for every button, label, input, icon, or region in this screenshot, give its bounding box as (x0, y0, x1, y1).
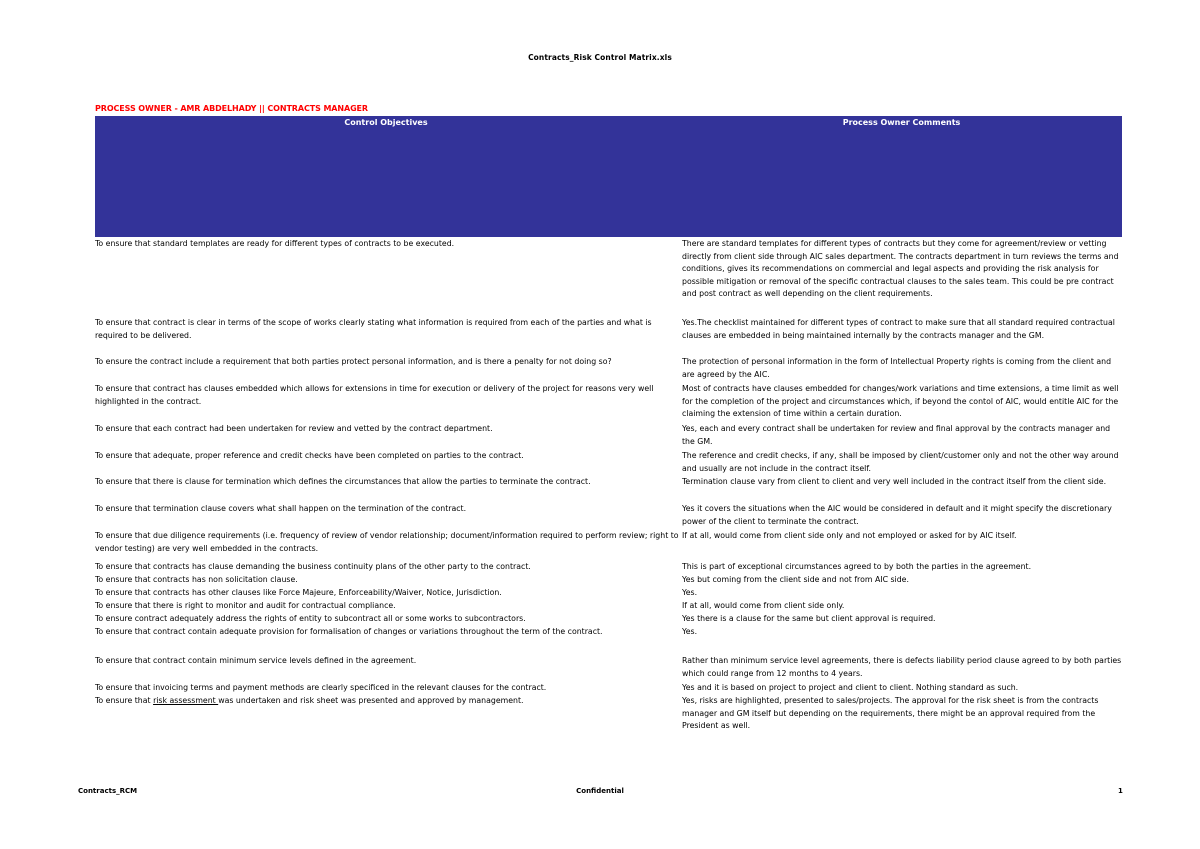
control-objective: To ensure that each contract had been undertaken for review and vetted by the contract department. (95, 424, 493, 433)
objective-prefix: To ensure that (95, 696, 154, 705)
control-objective: To ensure that contract contain minimum service levels defined in the agreement. (95, 656, 417, 665)
owner-comment: This is part of exceptional circumstances agreed to by both the parties in the agreement. (682, 562, 1032, 571)
owner-comment: Yes. (682, 588, 698, 597)
footer-classification: Confidential (576, 787, 624, 795)
document-title: Contracts_Risk Control Matrix.xls (528, 53, 672, 62)
owner-comment: The protection of personal information in the form of Intellectual Property rights is coming from the client and are agreed by the AIC. (682, 357, 1112, 379)
owner-comment: Yes and it is based on project to project and client to client. Nothing standard as such. (682, 683, 1019, 692)
control-objective: To ensure that invoicing terms and payment methods are clearly specificed in the relevant clauses for the contract. (95, 683, 547, 692)
risk-assessment-link[interactable]: risk assessment (153, 696, 219, 705)
control-objective: To ensure that contracts has other clauses like Force Majeure, Enforceability/Waiver, Notice, Jurisdiction. (95, 588, 502, 597)
control-objective: To ensure that there is clause for termination which defines the circumstances that allow the parties to terminate the contract. (95, 477, 591, 486)
owner-comment: Yes there is a clause for the same but client approval is required. (682, 614, 936, 623)
owner-comment: Yes.The checklist maintained for different types of contract to make sure that all standard required contractual clauses are embedded in being maintained internally by the contracts manager and the GM. (682, 318, 1115, 340)
process-owner-label: PROCESS OWNER - AMR ABDELHADY || CONTRACTS MANAGER (95, 104, 368, 113)
owner-comment: If at all, would come from client side only. (682, 601, 845, 610)
owner-comment: Yes, risks are highlighted, presented to sales/projects. The approval for the risk sheet is from the contracts manager and GM itself but depending on the requirements, there might be an approval required from the President as well. (682, 696, 1099, 730)
owner-comment: There are standard templates for different types of contracts but they come for agreement/review or vetting directly from client side through AIC sales department. The contracts department in turn reviews the terms and conditions, gives its recommendations on commercial and legal aspects and providing the risk analysis for possible mitigation or removal of the specific contractual clauses to the sales team. This could be pre contract and post contract as well depending on the client requirements. (682, 239, 1119, 298)
control-objective: To ensure that standard templates are ready for different types of contracts to be executed. (95, 239, 455, 248)
control-objective: To ensure that there is right to monitor and audit for contractual compliance. (95, 601, 396, 610)
owner-comment: Yes it covers the situations when the AIC would be considered in default and it might specify the discretionary power of the client to terminate the contract. (682, 504, 1112, 526)
owner-comment: If at all, would come from client side only and not employed or asked for by AIC itself. (682, 531, 1017, 540)
control-objective: To ensure that contracts has clause demanding the business continuity plans of the other party to the contract. (95, 562, 531, 571)
owner-comment: Yes but coming from the client side and not from AIC side. (682, 575, 909, 584)
header-control-objectives: Control Objectives (344, 118, 428, 127)
footer-sheet-name: Contracts_RCM (78, 787, 138, 795)
control-objective: To ensure that contracts has non solicitation clause. (95, 575, 298, 584)
control-objective: To ensure that contract contain adequate provision for formalisation of changes or variations throughout the term of the contract. (95, 627, 603, 636)
control-objective: To ensure that due diligence requirements (i.e. frequency of review of vendor relationship; document/information required to perform review; right to vendor testing) are very well embedded in the contracts. (95, 531, 679, 553)
header-process-owner-comments: Process Owner Comments (842, 118, 961, 127)
footer-page-number: 1 (1118, 787, 1123, 795)
control-objective (95, 695, 680, 708)
control-objective: To ensure that contract is clear in terms of the scope of works clearly stating what information is required from each of the parties and what is required to be delivered. (95, 318, 652, 340)
owner-comment: Termination clause vary from client to client and very well included in the contract itself from the client side. (682, 477, 1107, 486)
owner-comment: The reference and credit checks, if any, shall be imposed by client/customer only and not the other way around and usually are not include in the contract itself. (682, 451, 1119, 473)
control-objective: To ensure the contract include a requirement that both parties protect personal information, and is there a penalty for not doing so? (95, 357, 612, 366)
owner-comment: Yes, each and every contract shall be undertaken for review and final approval by the contracts manager and the GM. (682, 424, 1111, 446)
control-objective: To ensure contract adequately address the rights of entity to subcontract all or some works to subcontractors. (95, 614, 526, 623)
table-header (95, 116, 1122, 237)
control-objective: To ensure that adequate, proper reference and credit checks have been completed on parties to the contract. (95, 451, 524, 460)
owner-comment: Rather than minimum service level agreements, there is defects liability period clause agreed to by both parties which could range from 12 months to 4 years. (682, 656, 1122, 678)
objective-suffix: was undertaken and risk sheet was presented and approved by management. (218, 696, 524, 705)
control-objective: To ensure that termination clause covers what shall happen on the termination of the contract. (95, 504, 467, 513)
control-objective: To ensure that contract has clauses embedded which allows for extensions in time for execution or delivery of the project for reasons very well highlighted in the contract. (95, 384, 654, 406)
owner-comment: Most of contracts have clauses embedded for changes/work variations and time extensions, a time limit as well for the completion of the project and circumstances which, if beyond the contol of AIC, would entitle AIC for the claiming the extension of time within a certain duration. (682, 384, 1119, 418)
owner-comment: Yes. (682, 627, 698, 636)
